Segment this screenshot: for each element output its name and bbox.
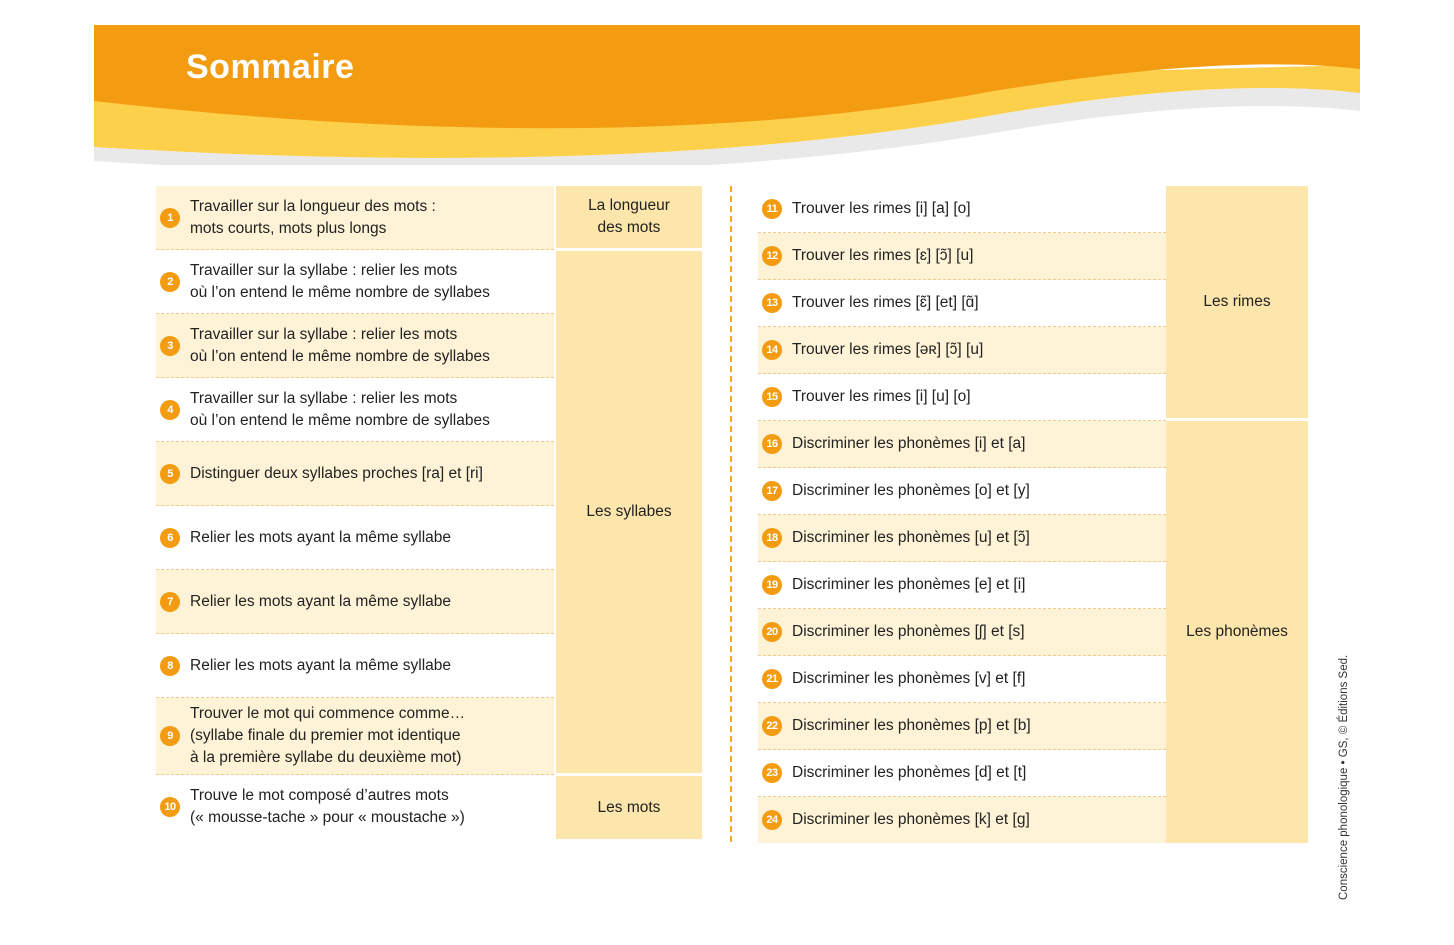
item-number-badge: 14: [762, 340, 782, 360]
item-number-badge: 20: [762, 622, 782, 642]
item-text: Discriminer les phonèmes [e] et [i]: [792, 576, 1026, 593]
item-number-badge: 4: [160, 400, 180, 420]
list-item: [156, 186, 554, 250]
header-banner: [94, 25, 1360, 165]
item-text: Trouver les rimes [i] [u] [o]: [792, 388, 971, 405]
item-number-badge: 1: [160, 208, 180, 228]
item-number-badge: 8: [160, 656, 180, 676]
item-text: Trouver le mot qui commence comme… (syllabe finale du premier mot identique à la première syllabe du deuxième mot): [190, 705, 466, 766]
item-number-badge: 2: [160, 272, 180, 292]
list-item: [156, 250, 554, 314]
item-number-badge: 18: [762, 528, 782, 548]
list-item: [758, 421, 1166, 468]
category-syllabes: Les syllabes: [556, 251, 702, 773]
item-number-badge: 19: [762, 575, 782, 595]
item-text: Distinguer deux syllabes proches [ra] et [ri]: [190, 464, 483, 482]
list-item: [156, 698, 554, 775]
item-text: Relier les mots ayant la même syllabe: [190, 592, 452, 610]
list-item: [758, 186, 1166, 233]
item-number-badge: 12: [762, 246, 782, 266]
list-item: [758, 750, 1166, 797]
list-item: [156, 634, 554, 698]
list-item: [758, 656, 1166, 703]
item-number-badge: 17: [762, 481, 782, 501]
item-number-badge: 6: [160, 528, 180, 548]
item-text: Discriminer les phonèmes [i] et [a]: [792, 435, 1026, 452]
item-text: Travailler sur la syllabe : relier les mots où l’on entend le même nombre de syllabes: [190, 389, 490, 429]
item-number-badge: 23: [762, 763, 782, 783]
item-text: Trouver les rimes [ɛ] [ɔ̃] [u]: [792, 247, 974, 264]
item-text: Relier les mots ayant la même syllabe: [190, 528, 452, 546]
copyright-note: Conscience phonologique • GS, © Éditions Sed.: [1338, 654, 1350, 900]
item-number-badge: 15: [762, 387, 782, 407]
category-mots: Les mots: [556, 776, 702, 839]
list-item: [156, 775, 554, 839]
item-text: Travailler sur la syllabe : relier les mots où l’on entend le même nombre de syllabes: [190, 261, 490, 301]
list-item: [156, 442, 554, 506]
list-item: [758, 468, 1166, 515]
item-text: Relier les mots ayant la même syllabe: [190, 656, 452, 674]
list-item: [758, 797, 1166, 843]
item-number-badge: 13: [762, 293, 782, 313]
list-item: [156, 570, 554, 634]
list-item: [758, 609, 1166, 656]
list-item: [758, 327, 1166, 374]
header-wave: [94, 25, 1360, 165]
item-number-badge: 5: [160, 464, 180, 484]
item-number-badge: 16: [762, 434, 782, 454]
item-text: Trouver les rimes [ɛ̃] [et] [ɑ̃]: [792, 294, 979, 311]
page-title: Sommaire: [186, 48, 355, 86]
list-item: [758, 280, 1166, 327]
item-text: Discriminer les phonèmes [ʃ] et [s]: [792, 623, 1025, 640]
list-item: [758, 374, 1166, 421]
item-text: Trouver les rimes [i] [a] [o]: [792, 200, 971, 217]
list-item: [758, 233, 1166, 280]
list-item: [156, 314, 554, 378]
item-text: Discriminer les phonèmes [p] et [b]: [792, 717, 1031, 734]
item-number-badge: 24: [762, 810, 782, 830]
item-number-badge: 3: [160, 336, 180, 356]
list-item: [758, 562, 1166, 609]
category-phonemes: Les phonèmes: [1166, 421, 1308, 843]
item-number-badge: 22: [762, 716, 782, 736]
item-text: Trouver les rimes [əʀ] [ɔ̃] [u]: [792, 341, 984, 358]
item-text: Discriminer les phonèmes [v] et [f]: [792, 670, 1026, 687]
list-item: [156, 506, 554, 570]
item-text: Discriminer les phonèmes [d] et [t]: [792, 764, 1027, 781]
category-rimes: Les rimes: [1166, 186, 1308, 418]
list-item: [758, 703, 1166, 750]
column-divider: [730, 186, 732, 842]
item-number-badge: 10: [160, 797, 180, 817]
item-number-badge: 21: [762, 669, 782, 689]
item-text: Travailler sur la longueur des mots : mots courts, mots plus longs: [190, 197, 436, 237]
list-item: [758, 515, 1166, 562]
item-text: Discriminer les phonèmes [u] et [ɔ̃]: [792, 529, 1030, 546]
item-text: Discriminer les phonèmes [k] et [g]: [792, 811, 1030, 828]
item-text: Travailler sur la syllabe : relier les mots où l’on entend le même nombre de syllabes: [190, 325, 490, 365]
item-text: Discriminer les phonèmes [o] et [y]: [792, 482, 1030, 499]
item-number-badge: 11: [762, 199, 782, 219]
category-longueur: La longueur des mots: [556, 186, 702, 248]
list-item: [156, 378, 554, 442]
item-number-badge: 9: [160, 726, 180, 746]
item-number-badge: 7: [160, 592, 180, 612]
item-text: Trouve le mot composé d’autres mots (« mousse-tache » pour « moustache »): [190, 787, 465, 826]
